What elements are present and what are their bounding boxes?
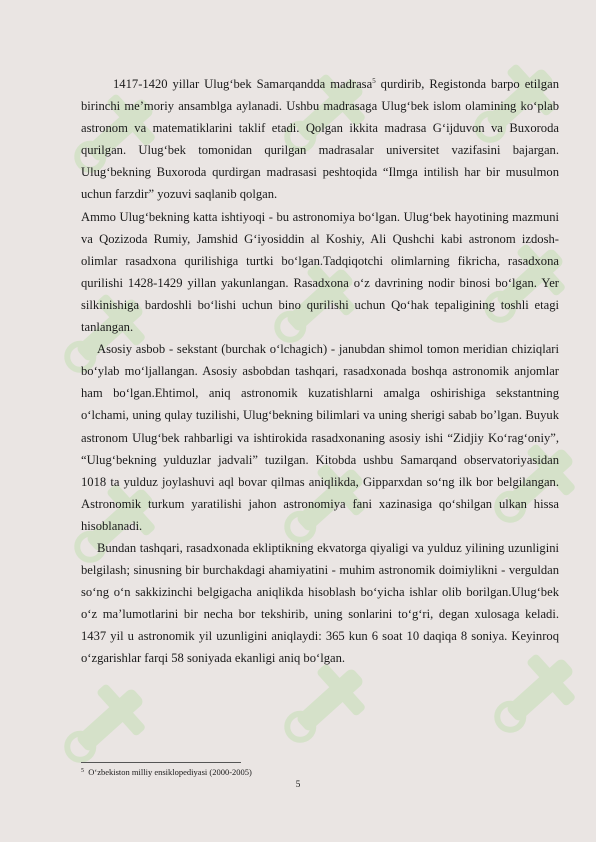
footnote-divider xyxy=(81,762,241,763)
paragraph-1-rest: qurdirib, Registonda barpo etilgan birinchi me’moriy ansamblga aylanadi. Ushbu madrasaga Ulug‘bek islom olamining ko‘plab astronom va matematiklarini taklif etadi. Qolgan ikkita madrasa G‘ijduvon va Buxoroda qurilgan. Ulug‘bek tomonidan qurilgan madrasalar universitet vazifasini bajargan. Ulug‘bekning Buxoroda qurdirgan madrasasi peshtoqida “Ilmga intilish har bir musulmon uchun farzdir” yozuvi saqlanib qolgan. xyxy=(81,77,559,202)
paragraph-3: Asosiy asbob - sekstant (burchak o‘lchagich) - janubdan shimol tomon meridian chiziqlari bo‘ylab mo‘ljallangan. Asosiy asbobdan tashqari, rasadxonada boshqa astronomik anjomlar ham bo‘lgan.Ehtimol, aniq astronomik kuzatishlarni amalga oshirishiga sekstantning o‘lchami, uning qulay tuzilishi, Ulug‘bekning bilimlari va uning sherigi sabab bo’lgan. Buyuk astronom Ulug‘bek rahbarligi va ishtirokida rasadxonaning asosiy ishi “Zidjiy Ko‘rag‘oniy”, “Ulug‘bekning yulduzlar jadvali” tuzilgan. Kitobda ushbu Samarqand observatoriyasidan 1018 ta yulduz joylashuvi aql bovar qilmas aniqlikda, Gipparxdan so‘ng ilk bor belgilangan. Astronomik turkum yaratilishi jahon astronomiya fani xazinasiga qo‘shilgan ulkan hissa hisoblanadi. xyxy=(81,342,559,533)
footnote-text: O‘zbekiston milliy ensiklopediyasi (2000-2005) xyxy=(88,767,252,777)
paragraph-4: Bundan tashqari, rasadxonada ekliptikning ekvatorga qiyaligi va yulduz yilining uzunligini belgilash; sinusning bir burchakdagi ahamiyatini - muhim astronomik doimiylikni - verguldan so‘ng o‘n sakkizinchi belgigacha aniqlikda hisoblash bo‘yicha ishlar olib borilgan.Ulug‘bek o‘z ma’lumotlarini bir necha bor tekshirib, uning sonlarini to‘g‘ri, degan xulosaga keladi. 1437 yil u astronomik yil uzunligini aniqlaydi: 365 kun 6 soat 10 daqiqa 8 soniya. Keyinroq o‘zgarishlar farqi 58 soniyada ekanligi aniq bo‘lgan. xyxy=(81,540,559,666)
paragraph-1 xyxy=(81,73,559,206)
paragraph-2: Ammo Ulug‘bekning katta ishtiyoqi - bu astronomiya bo‘lgan. Ulug‘bek hayotining mazmuni va Qozizoda Rumiy, Jamshid G‘iyosiddin al Koshiy, Ali Qushchi kabi astronom izdosh-olimlar rasadxona qurilishiga turtki bo‘lgan.Tadqiqotchi olimlarning fikricha, rasadxona qurilishi 1428-1429 yillan yakunlangan. Rasadxona o‘z davrining nodir binosi bo‘lgan. Yer silkinishiga bardoshli bo‘lishi uchun bino qurilishi uchun Qo‘hak tepaligining toshli etagi tanlangan. xyxy=(81,209,559,335)
page-number: 5 xyxy=(295,780,301,790)
body-text xyxy=(81,73,559,670)
paragraph-1-start: 1417-1420 yillar Ulug‘bek Samarqandda madrasa xyxy=(113,77,373,91)
footnote xyxy=(81,767,252,778)
footnote-reference[interactable]: 5 xyxy=(372,77,376,85)
footnote-number: 5 xyxy=(81,768,84,774)
